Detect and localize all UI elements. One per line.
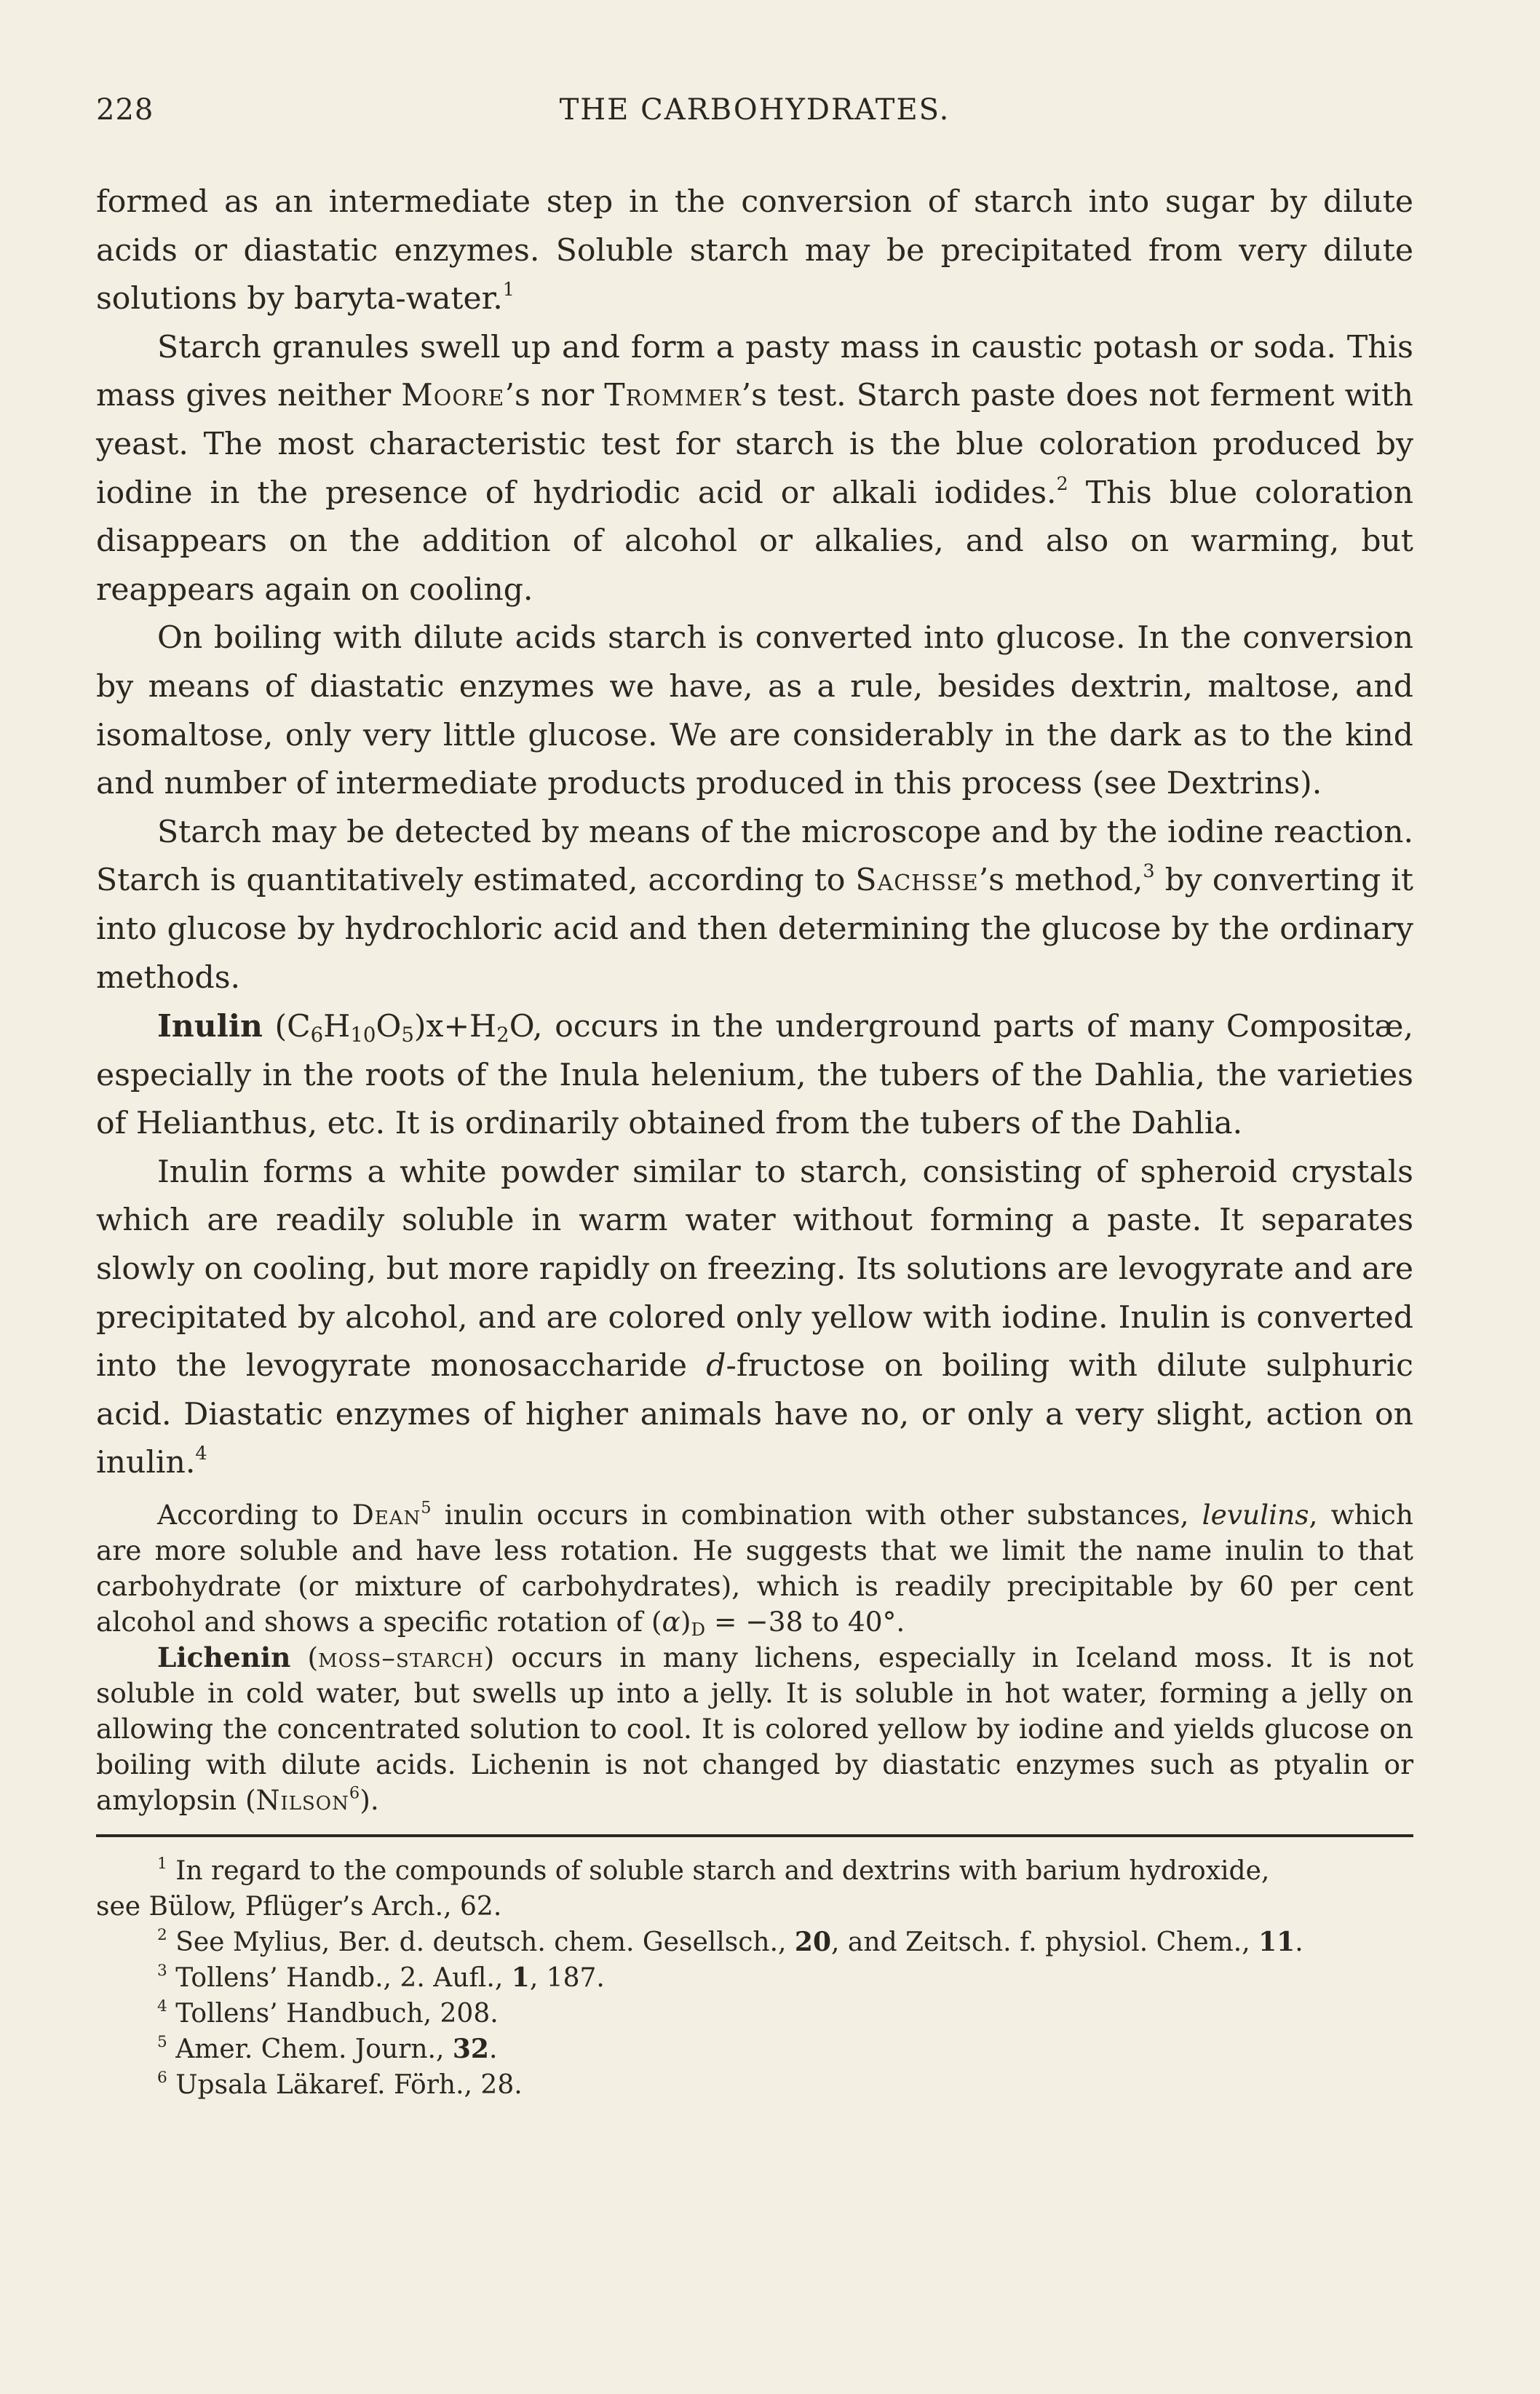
small-print-section <box>96 1497 1413 1818</box>
footnote-ref: 6 <box>349 1783 360 1803</box>
paragraph: According to Dean$^5$ inulin occurs in combination with other substances, levulins, which are more soluble and have less rotation. He suggests that we limit the name inulin to that carbohydrate (or mixture of carbohydrates), which is readily precipitable by 60 per cent alcohol and shows a specific rotation of $(\alpha)_D = -38$ to 40°. <box>96 1498 1413 1641</box>
footnote-divider <box>96 1834 1413 1837</box>
footnote-continuation: see Bülow, Pflüger’s Arch., 62. <box>96 1892 502 1922</box>
footnote: $^5$ Amer. Chem. Journ., 32. <box>157 2032 498 2065</box>
footnote-ref: 1 <box>502 279 515 301</box>
paragraph: Lichenin (moss–starch) occurs in many lichens, especially in Iceland moss. It is not soluble in cold water, but swells up into a jelly. It is soluble in hot water, forming a jelly on allowing the concentrated solution to cool. It is colored yellow by iodine and yields glucose on boiling with dilute acids. Lichenin is not changed by diastatic enzymes such as ptyalin or amylopsin (Nilson$^6$). <box>96 1641 1413 1817</box>
footnote: $^4$ Tollens’ Handbuch, 208. <box>157 1997 499 2029</box>
footnote: $^6$ Upsala Läkaref. Förh., 28. <box>157 2068 523 2101</box>
footnote: $^1$ In regard to the compounds of soluble starch and dextrins with barium hydroxide, <box>157 1854 1270 1887</box>
paragraph: Starch granules swell up and form a pasty mass in caustic potash or soda. This mass gives neither Moore’s nor Trommer’s test. Starch paste does not ferment with yeast. The most characteristic test for starch is the blue coloration produced by iodine in the presence of hydriodic acid or alkali iodides.$^2$ This blue coloration disappears on the addition of alcohol or alkalies, and also on warming, but reappears again on cooling. <box>96 329 1413 608</box>
footnote-ref: 4 <box>195 1443 207 1465</box>
footnote-ref: 3 <box>1143 860 1155 883</box>
footnote: $^3$ Tollens’ Handb., 2. Aufl., 1, 187. <box>157 1961 605 1994</box>
footnote-ref: 2 <box>1056 472 1068 495</box>
footnote: $^2$ See Mylius, Ber. d. deutsch. chem. Gesellsch., 20, and Zeitsch. f. physiol. Chem., 11. <box>157 1925 1303 1958</box>
running-head: THE CARBOHYDRATES. <box>559 93 950 127</box>
author-name: Nilson <box>255 1784 349 1817</box>
paragraph: Starch may be detected by means of the microscope and by the iodine reaction. Starch is quantitatively estimated, according to Sachsse’s method,$^3$ by converting it into glucose by hydrochloric acid and then determining the glucose by the ordinary methods. <box>96 814 1413 996</box>
term-heading: Lichenin <box>157 1641 291 1674</box>
paragraph: On boiling with dilute acids starch is converted into glucose. In the conversion by means of diastatic enzymes we have, as a rule, besides dextrin, maltose, and isomaltose, only very little glucose. We are considerably in the dark as to the kind and number of intermediate products produced in this process (see Dextrins). <box>96 620 1413 802</box>
author-name: Sachsse <box>855 863 979 899</box>
author-name: Moore <box>401 378 505 414</box>
footnote-ref: 5 <box>421 1498 432 1518</box>
paragraph: Inulin forms a white powder similar to starch, consisting of spheroid crystals which are readily soluble in warm water without forming a paste. It separates slowly on cooling, but more rapidly on freezing. Its solutions are levogyrate and are precipitated by alcohol, and are colored only yellow with iodine. Inulin is converted into the levogyrate monosaccharide d-fructose on boiling with dilute sulphuric acid. Diastatic enzymes of higher animals have no, or only a very slight, action on inulin.$^4$ <box>96 1154 1413 1481</box>
term-heading: Inulin <box>157 1008 263 1045</box>
page-number: 228 <box>96 93 154 127</box>
paragraph: Inulin $(C_6H_{10}O_5)x+H_2O$, occurs in the underground parts of many Compositæ, especially in the roots of the Inula helenium, the tubers of the Dahlia, the varieties of Helianthus, etc. It is ordinarily obtained from the tubers of the Dahlia. <box>96 1008 1414 1142</box>
author-name: Trommer <box>604 378 742 414</box>
footnotes <box>96 1853 1413 2103</box>
paragraph: formed as an intermediate step in the conversion of starch into sugar by dilute acids or diastatic enzymes. Soluble starch may be precipitated from very dilute solutions by baryta-water.$^1$ <box>96 184 1413 317</box>
author-name: Dean <box>352 1499 421 1531</box>
main-text <box>96 178 1413 1488</box>
page-header <box>96 93 1413 137</box>
page-body <box>96 178 1413 2103</box>
chemical-formula: $(C_6H_{10}O_5)x+H_2O$, <box>262 1009 555 1047</box>
